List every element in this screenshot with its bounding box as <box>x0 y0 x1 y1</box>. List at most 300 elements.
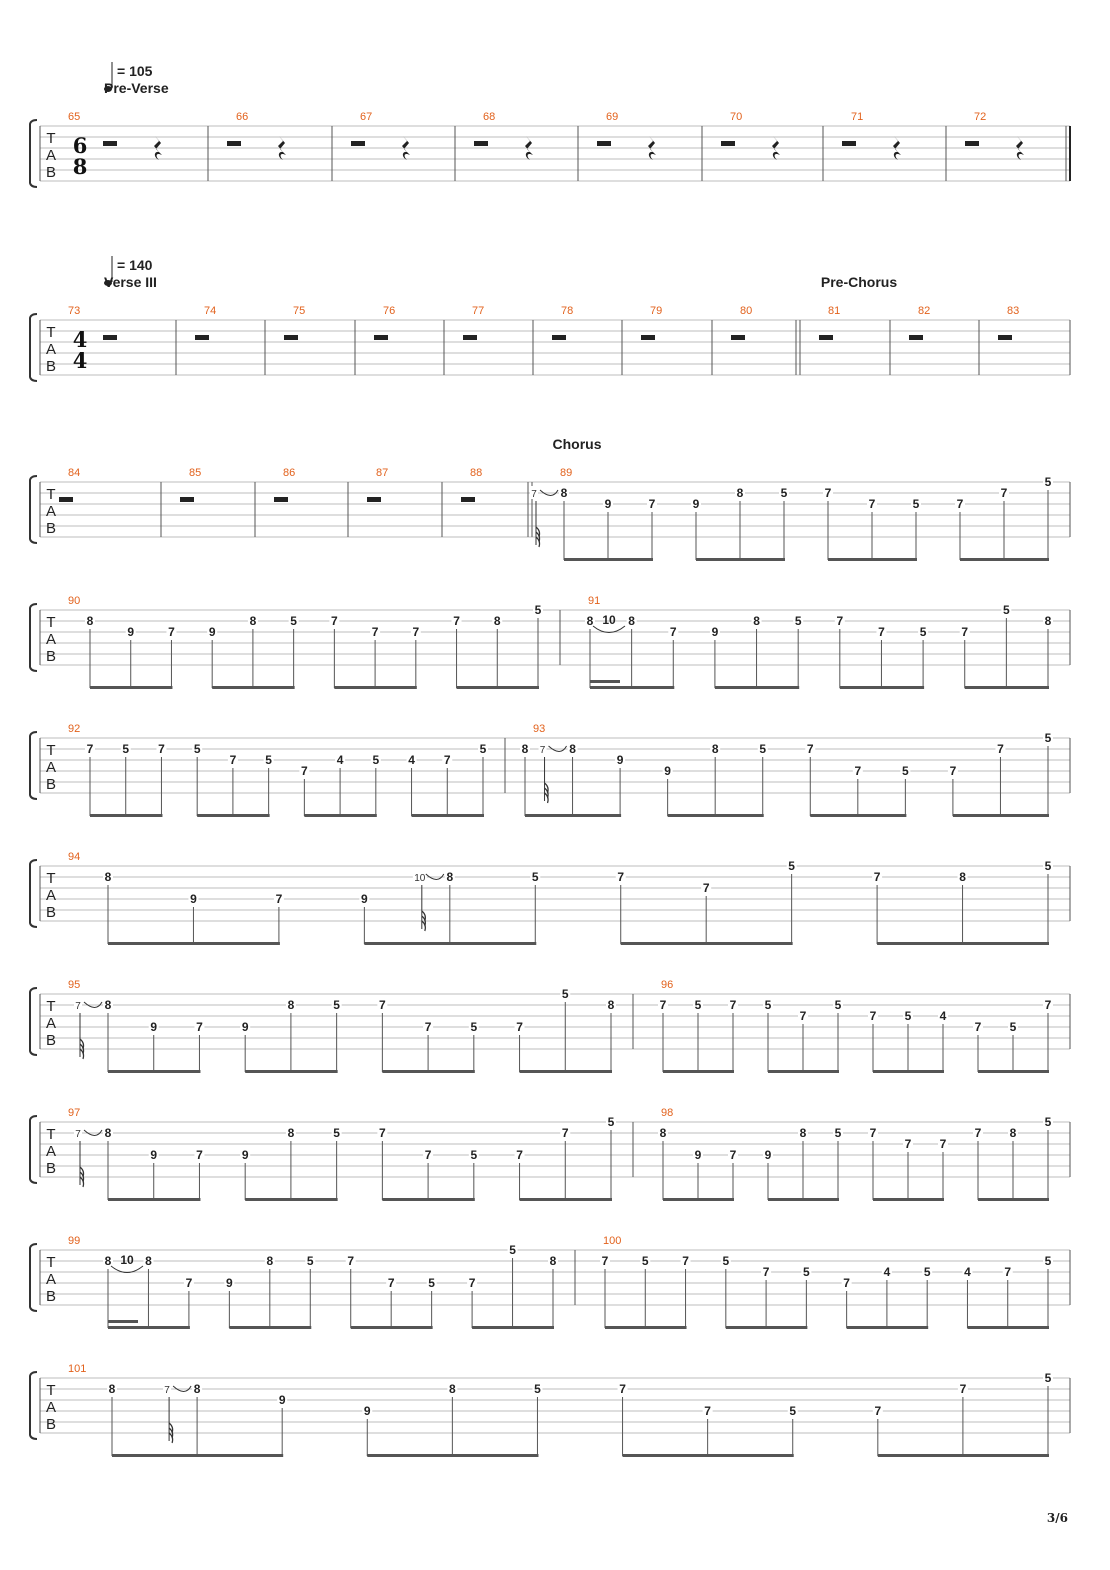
fret-number: 5 <box>803 1265 810 1279</box>
measure-number: 92 <box>68 723 81 735</box>
fret-number: 7 <box>836 614 844 628</box>
measure-number: 82 <box>918 305 931 317</box>
eighth-beam <box>334 686 416 689</box>
eighth-beam <box>768 1070 839 1073</box>
eighth-beam <box>520 1070 612 1073</box>
fret-number: 8 <box>549 1254 557 1268</box>
fret-number: 4 <box>939 1009 947 1023</box>
eighth-beam <box>978 1198 1049 1201</box>
fret-number: 5 <box>904 1009 912 1023</box>
tab-clef-letter: T <box>46 1254 56 1271</box>
eighth-beam <box>847 1326 929 1329</box>
tab-clef-letter: B <box>45 1160 57 1177</box>
measure-number: 65 <box>68 111 81 123</box>
grace-note-fret: 7 <box>75 1001 81 1012</box>
fret-number: 8 <box>628 614 635 628</box>
fret-number: 5 <box>1044 731 1052 745</box>
tab-clef-letter: A <box>45 1271 57 1288</box>
fret-number: 5 <box>1044 859 1052 873</box>
fret-number: 5 <box>722 1254 730 1268</box>
fret-number: 8 <box>266 1254 274 1268</box>
fret-number: 7 <box>961 625 969 639</box>
fret-number: 5 <box>834 1126 842 1140</box>
system-bracket <box>30 1116 37 1183</box>
fret-number: 7 <box>443 753 451 767</box>
measure-number: 91 <box>588 595 601 607</box>
fret-number: 7 <box>869 1009 877 1023</box>
measure-number: 93 <box>533 723 546 735</box>
half-rest-icon <box>374 335 388 340</box>
slur-fret: 10 <box>602 613 616 627</box>
measure-number: 72 <box>974 111 987 123</box>
measure-number: 69 <box>606 111 619 123</box>
fret-number: 5 <box>789 1404 797 1418</box>
fret-number: 8 <box>104 998 112 1012</box>
half-rest-icon <box>59 497 73 502</box>
measure-number: 67 <box>360 111 373 123</box>
fret-number: 8 <box>799 1126 807 1140</box>
eighth-beam <box>726 1326 808 1329</box>
fret-number: 4 <box>883 1265 891 1279</box>
fret-number: 7 <box>371 625 379 639</box>
half-rest-icon <box>641 335 655 340</box>
fret-number: 5 <box>694 998 702 1012</box>
section-label: Pre-Verse <box>104 80 169 96</box>
fret-number: 8 <box>736 486 744 500</box>
system-bracket <box>30 988 37 1055</box>
fret-number: 7 <box>617 870 625 884</box>
fret-number: 8 <box>104 1254 112 1268</box>
eighth-beam <box>978 1070 1049 1073</box>
fret-number: 5 <box>290 614 297 628</box>
fret-number: 9 <box>278 1393 286 1407</box>
eighth-beam <box>90 686 172 689</box>
fret-number: 9 <box>363 1404 371 1418</box>
fret-number: 5 <box>534 603 542 617</box>
fret-number: 7 <box>762 1265 770 1279</box>
measure-number: 100 <box>603 1235 622 1247</box>
measure-number: 77 <box>472 305 485 317</box>
fret-number: 8 <box>711 742 719 756</box>
eighth-beam <box>520 1198 612 1201</box>
measure-number: 97 <box>68 1107 81 1119</box>
sixteenth-beam <box>590 680 620 683</box>
fret-number: 9 <box>150 1020 158 1034</box>
fret-number: 7 <box>974 1126 982 1140</box>
fret-number: 5 <box>193 742 201 756</box>
grace-note-fret: 7 <box>75 1129 81 1140</box>
eighth-beam <box>112 1454 283 1457</box>
fret-number: 5 <box>759 742 767 756</box>
eighth-beam <box>229 1326 311 1329</box>
fret-number: 7 <box>468 1276 476 1290</box>
eighth-beam <box>90 814 162 817</box>
system-bracket <box>30 860 37 927</box>
tab-clef-letter: T <box>46 870 56 887</box>
measure-number: 76 <box>383 305 396 317</box>
fret-number: 4 <box>408 753 415 767</box>
half-rest-icon <box>731 335 745 340</box>
fret-number: 7 <box>878 625 885 639</box>
fret-number: 7 <box>379 1126 386 1140</box>
fret-number: 8 <box>193 1382 201 1396</box>
fret-number: 7 <box>799 1009 807 1023</box>
fret-number: 7 <box>158 742 165 756</box>
fret-number: 5 <box>561 987 569 1001</box>
fret-number: 5 <box>428 1276 435 1290</box>
fret-number: 5 <box>470 1148 478 1162</box>
slur-fret: 10 <box>120 1253 134 1267</box>
half-rest-icon <box>819 335 833 340</box>
eighth-beam <box>108 1070 200 1073</box>
tab-clef-letter: T <box>46 324 56 341</box>
tab-clef-letter: A <box>45 503 57 520</box>
measure-number: 68 <box>483 111 496 123</box>
eighth-beam <box>108 1326 190 1329</box>
sixteenth-beam <box>108 1320 138 1323</box>
eighth-beam <box>197 814 269 817</box>
eighth-beam <box>382 1198 474 1201</box>
system-bracket <box>30 476 37 543</box>
fret-number: 7 <box>939 1137 947 1151</box>
fret-number: 7 <box>86 742 94 756</box>
fret-number: 9 <box>208 625 216 639</box>
half-rest-icon <box>461 497 475 502</box>
fret-number: 7 <box>854 764 862 778</box>
fret-number: 5 <box>479 742 487 756</box>
eighth-beam <box>828 558 917 561</box>
eighth-beam <box>367 1454 538 1457</box>
fret-number: 5 <box>333 998 340 1012</box>
fret-number: 7 <box>424 1148 432 1162</box>
tab-clef-letter: A <box>45 887 57 904</box>
half-rest-icon <box>103 335 117 340</box>
tab-clef-letter: A <box>45 1143 57 1160</box>
fret-number: 9 <box>150 1148 158 1162</box>
fret-number: 8 <box>104 870 112 884</box>
fret-number: 7 <box>275 892 283 906</box>
fret-number: 7 <box>379 998 386 1012</box>
fret-number: 7 <box>824 486 832 500</box>
fret-number: 7 <box>974 1020 982 1034</box>
fret-number: 5 <box>265 753 272 767</box>
fret-number: 8 <box>287 1126 295 1140</box>
half-rest-icon <box>103 141 117 146</box>
half-rest-icon <box>284 335 298 340</box>
fret-number: 7 <box>959 1382 967 1396</box>
eighth-beam <box>605 1326 687 1329</box>
tab-clef-letter: T <box>46 614 56 631</box>
system-bracket <box>30 120 37 187</box>
fret-number: 5 <box>788 859 795 873</box>
eighth-beam <box>840 686 924 689</box>
measure-number: 87 <box>376 467 389 479</box>
tab-clef-letter: T <box>46 1382 56 1399</box>
measure-number: 88 <box>470 467 483 479</box>
fret-number: 7 <box>619 1382 626 1396</box>
section-label: Chorus <box>552 436 602 452</box>
fret-number: 7 <box>682 1254 689 1268</box>
eighth-beam <box>212 686 294 689</box>
measure-number: 66 <box>236 111 249 123</box>
eighth-beam <box>364 942 536 945</box>
fret-number: 5 <box>1044 475 1052 489</box>
half-rest-icon <box>274 497 288 502</box>
eighth-beam <box>696 558 785 561</box>
fret-number: 8 <box>104 1126 112 1140</box>
fret-number: 7 <box>1044 998 1052 1012</box>
fret-number: 7 <box>874 1404 882 1418</box>
fret-number: 9 <box>694 1148 702 1162</box>
tab-clef-letter: B <box>45 1032 57 1049</box>
measure-number: 96 <box>661 979 674 991</box>
fret-number: 9 <box>361 892 368 906</box>
fret-number: 5 <box>1009 1020 1017 1034</box>
time-signature-bottom: 8 <box>72 154 88 179</box>
eighth-beam <box>663 1070 734 1073</box>
eighth-beam <box>621 942 793 945</box>
fret-number: 7 <box>1004 1265 1012 1279</box>
fret-number: 7 <box>868 497 876 511</box>
fret-number: 8 <box>569 742 576 756</box>
fret-number: 7 <box>949 764 957 778</box>
tab-clef-letter: B <box>45 520 57 537</box>
tab-clef-letter: T <box>46 486 56 503</box>
eighth-beam <box>873 1070 944 1073</box>
fret-number: 5 <box>534 1382 541 1396</box>
measure-number: 70 <box>730 111 743 123</box>
tab-clef-letter: T <box>46 130 56 147</box>
measure-number: 80 <box>740 305 753 317</box>
tab-clef-letter: B <box>45 648 57 665</box>
eighth-beam <box>382 1070 474 1073</box>
grace-note-fret: 10 <box>414 873 426 884</box>
grace-note-fret: 7 <box>164 1385 170 1396</box>
half-rest-icon <box>998 335 1012 340</box>
eighth-beam <box>108 1198 200 1201</box>
tab-clef-letter: A <box>45 1015 57 1032</box>
eighth-beam <box>873 1198 944 1201</box>
fret-number: 9 <box>664 764 671 778</box>
fret-number: 7 <box>659 998 667 1012</box>
eighth-beam <box>457 686 539 689</box>
section-label: Verse III <box>104 274 157 290</box>
fret-number: 9 <box>241 1148 249 1162</box>
fret-number: 7 <box>806 742 814 756</box>
measure-number: 90 <box>68 595 81 607</box>
fret-number: 7 <box>229 753 237 767</box>
eighth-beam <box>878 1454 1049 1457</box>
tempo-value: = 105 <box>117 63 153 79</box>
fret-number: 7 <box>997 742 1004 756</box>
fret-number: 9 <box>127 625 135 639</box>
fret-number: 9 <box>604 497 612 511</box>
fret-number: 7 <box>956 497 964 511</box>
fret-number: 8 <box>1044 614 1052 628</box>
fret-number: 7 <box>331 614 338 628</box>
eighth-beam <box>623 1454 794 1457</box>
fret-number: 8 <box>1009 1126 1017 1140</box>
tab-clef-letter: A <box>45 341 57 358</box>
fret-number: 8 <box>249 614 257 628</box>
fret-number: 7 <box>904 1137 912 1151</box>
eighth-beam <box>525 814 621 817</box>
eighth-beam <box>877 942 1049 945</box>
half-rest-icon <box>721 141 735 146</box>
fret-number: 7 <box>347 1254 355 1268</box>
fret-number: 7 <box>843 1276 850 1290</box>
fret-number: 8 <box>446 870 454 884</box>
measure-number: 78 <box>561 305 574 317</box>
fret-number: 5 <box>509 1243 516 1257</box>
page-number: 3/6 <box>1046 1511 1068 1525</box>
tab-clef-letter: A <box>45 759 57 776</box>
fret-number: 8 <box>659 1126 667 1140</box>
system-bracket <box>30 732 37 799</box>
fret-number: 7 <box>516 1020 523 1034</box>
fret-number: 8 <box>607 998 615 1012</box>
measure-number: 95 <box>68 979 81 991</box>
fret-number: 9 <box>226 1276 233 1290</box>
fret-number: 5 <box>794 614 802 628</box>
system-bracket <box>30 1372 37 1439</box>
fret-number: 7 <box>1000 486 1008 500</box>
tab-clef-letter: B <box>45 1288 57 1305</box>
section-label: Pre-Chorus <box>820 274 898 290</box>
fret-number: 5 <box>923 1265 931 1279</box>
measure-number: 71 <box>851 111 864 123</box>
measure-number: 85 <box>189 467 202 479</box>
tab-clef-letter: B <box>45 1416 57 1433</box>
eighth-beam <box>304 814 376 817</box>
time-signature-top: 6 <box>72 133 88 158</box>
fret-number: 7 <box>412 625 420 639</box>
fret-number: 7 <box>196 1148 203 1162</box>
fret-number: 9 <box>241 1020 249 1034</box>
half-rest-icon <box>227 141 241 146</box>
fret-number: 5 <box>764 998 772 1012</box>
eighth-beam <box>953 814 1049 817</box>
fret-number: 7 <box>185 1276 193 1290</box>
half-rest-icon <box>909 335 923 340</box>
eighth-beam <box>412 814 484 817</box>
tab-clef-letter: B <box>45 776 57 793</box>
system-bracket <box>30 314 37 381</box>
half-rest-icon <box>597 141 611 146</box>
half-rest-icon <box>367 497 381 502</box>
fret-number: 5 <box>1003 603 1010 617</box>
measure-number: 98 <box>661 1107 674 1119</box>
tab-clef-letter: B <box>45 904 57 921</box>
measure-number: 86 <box>283 467 296 479</box>
eighth-beam <box>564 558 653 561</box>
tempo-value: = 140 <box>117 257 153 273</box>
fret-number: 5 <box>531 870 539 884</box>
fret-number: 8 <box>493 614 501 628</box>
tab-clef-letter: T <box>46 1126 56 1143</box>
tab-clef-letter: B <box>45 164 57 181</box>
half-rest-icon <box>965 141 979 146</box>
tab-clef-letter: T <box>46 742 56 759</box>
fret-number: 7 <box>648 497 656 511</box>
fret-number: 7 <box>387 1276 395 1290</box>
fret-number: 7 <box>873 870 881 884</box>
fret-number: 8 <box>753 614 760 628</box>
fret-number: 5 <box>1044 1115 1052 1129</box>
eighth-beam <box>108 942 280 945</box>
fret-number: 5 <box>122 742 130 756</box>
eighth-beam <box>960 558 1049 561</box>
fret-number: 7 <box>729 998 737 1012</box>
measure-number: 73 <box>68 305 81 317</box>
grace-note-fret: 7 <box>539 745 546 756</box>
fret-number: 5 <box>912 497 920 511</box>
fret-number: 5 <box>780 486 788 500</box>
fret-number: 9 <box>692 497 700 511</box>
half-rest-icon <box>474 141 488 146</box>
eighth-beam <box>351 1326 433 1329</box>
half-rest-icon <box>180 497 194 502</box>
system-bracket <box>30 604 37 671</box>
fret-number: 9 <box>190 892 197 906</box>
fret-number: 7 <box>561 1126 569 1140</box>
fret-number: 5 <box>1044 1371 1052 1385</box>
measure-number: 84 <box>68 467 81 479</box>
fret-number: 5 <box>641 1254 649 1268</box>
system-bracket <box>30 1244 37 1311</box>
fret-number: 8 <box>449 1382 456 1396</box>
fret-number: 7 <box>704 1404 711 1418</box>
fret-number: 5 <box>306 1254 314 1268</box>
tab-clef-letter: A <box>45 1399 57 1416</box>
fret-number: 5 <box>1044 1254 1052 1268</box>
eighth-beam <box>245 1070 337 1073</box>
fret-number: 8 <box>586 614 594 628</box>
fret-number: 5 <box>834 998 842 1012</box>
time-signature-top: 4 <box>72 327 88 352</box>
measure-number: 83 <box>1007 305 1020 317</box>
time-signature-bottom: 4 <box>72 348 88 373</box>
eighth-beam <box>245 1198 337 1201</box>
fret-number: 8 <box>959 870 966 884</box>
tab-clef-letter: A <box>45 631 57 648</box>
fret-number: 5 <box>902 764 909 778</box>
eighth-beam <box>768 1198 839 1201</box>
eighth-beam <box>965 686 1049 689</box>
fret-number: 5 <box>372 753 380 767</box>
eighth-beam <box>967 1326 1049 1329</box>
fret-number: 9 <box>711 625 719 639</box>
fret-number: 4 <box>964 1265 971 1279</box>
half-rest-icon <box>552 335 566 340</box>
fret-number: 7 <box>424 1020 432 1034</box>
fret-number: 8 <box>145 1254 152 1268</box>
fret-number: 9 <box>616 753 624 767</box>
measure-number: 94 <box>68 851 81 863</box>
eighth-beam <box>472 1326 554 1329</box>
fret-number: 8 <box>287 998 295 1012</box>
eighth-beam <box>668 814 764 817</box>
measure-number: 89 <box>560 467 573 479</box>
measure-number: 75 <box>293 305 306 317</box>
fret-number: 5 <box>919 625 927 639</box>
fret-number: 8 <box>560 486 568 500</box>
fret-number: 5 <box>470 1020 478 1034</box>
half-rest-icon <box>842 141 856 146</box>
fret-number: 9 <box>764 1148 772 1162</box>
measure-number: 81 <box>828 305 841 317</box>
eighth-beam <box>810 814 906 817</box>
